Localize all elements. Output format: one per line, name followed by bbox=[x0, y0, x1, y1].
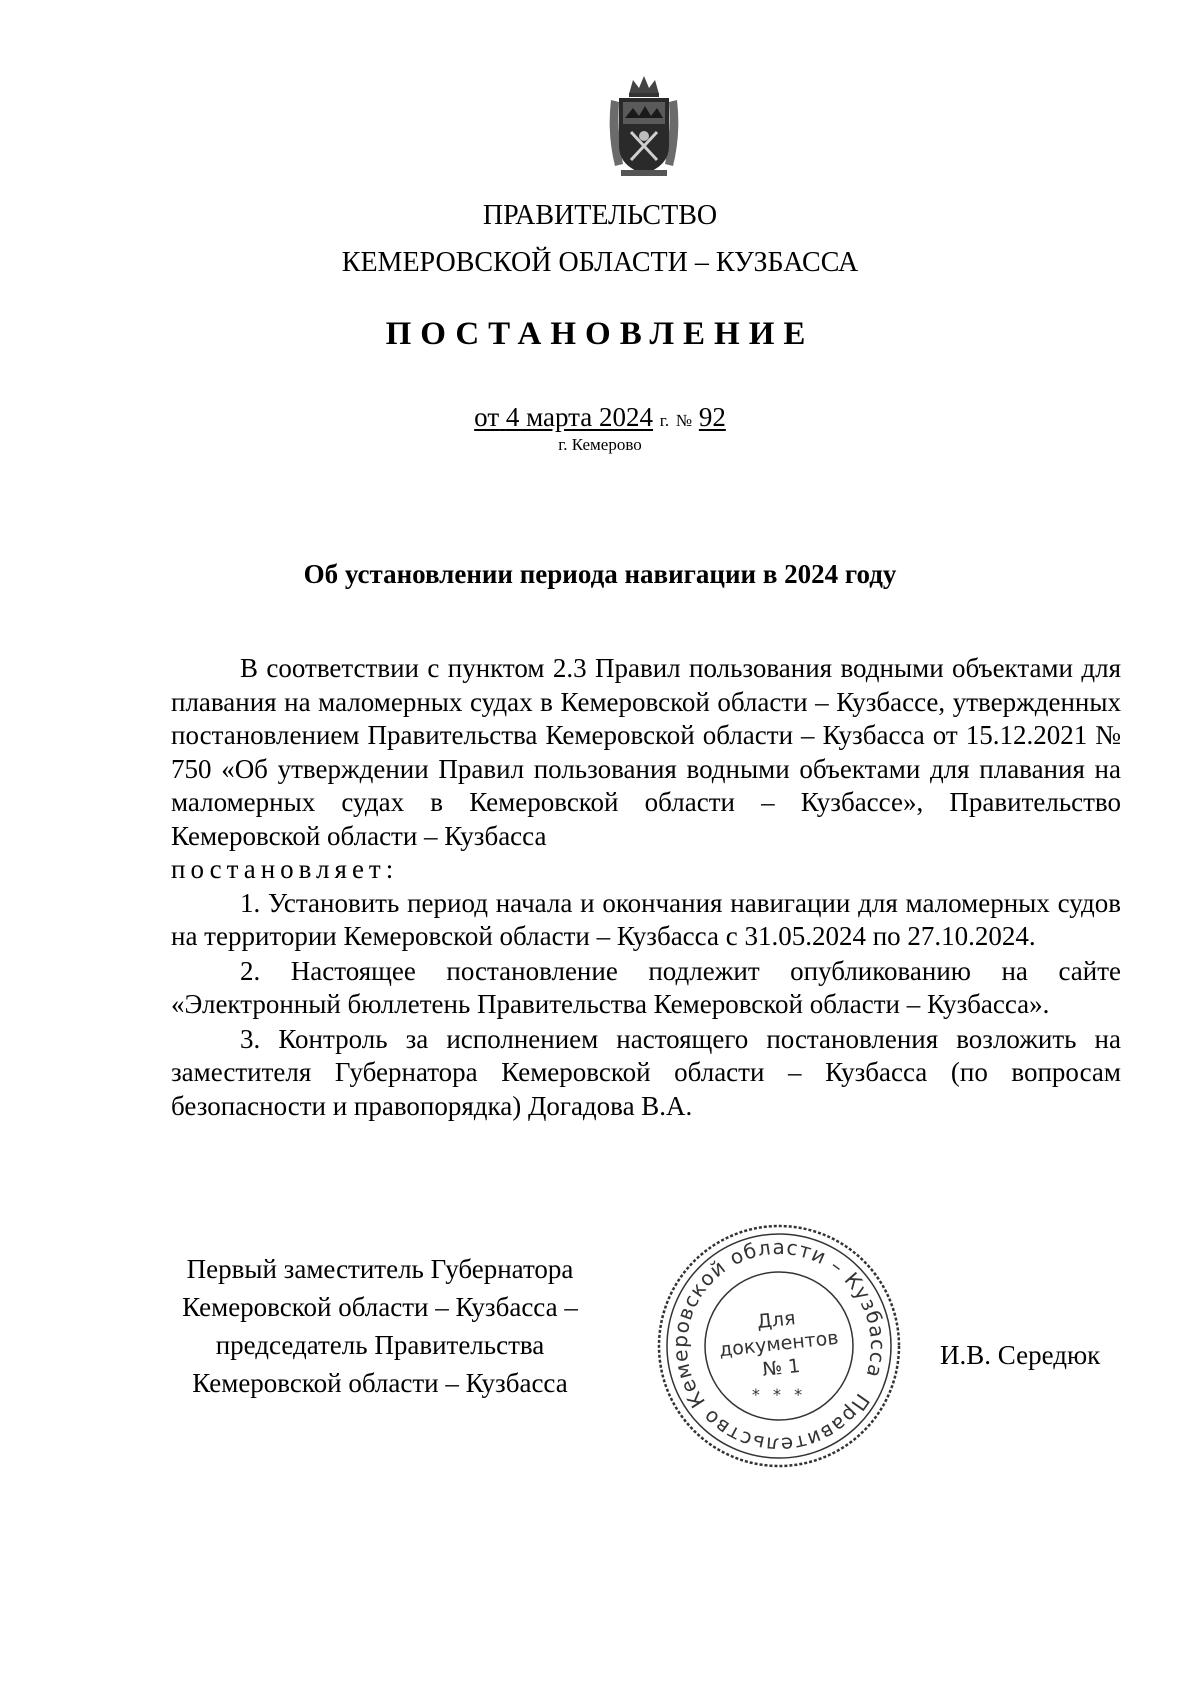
signer-name: И.В. Середюк bbox=[940, 1340, 1101, 1370]
document-subject: Об установлении периода навигации в 2024 году bbox=[303, 559, 897, 589]
number-sign: № bbox=[675, 411, 693, 430]
document-date-number bbox=[0, 400, 1200, 438]
seal-center-line: Для bbox=[756, 1307, 797, 1334]
government-name-line2: КЕМЕРОВСКОЙ ОБЛАСТИ – КУЗБАССА bbox=[341, 247, 859, 278]
government-name-line1: ПРАВИТЕЛЬСТВО bbox=[482, 200, 718, 231]
seal-stars: * * * bbox=[751, 1385, 807, 1404]
date-prefix: от bbox=[474, 402, 500, 432]
signer-position-line: председатель Правительства bbox=[215, 1330, 545, 1360]
signer-position-line: Первый заместитель Губернатора bbox=[186, 1254, 574, 1284]
document-body bbox=[171, 652, 1121, 1123]
coat-of-arms-emblem bbox=[605, 74, 683, 180]
item-2-paragraph: 2. Настоящее постановление подлежит опубликованию на сайте «Электронный бюллетень Правительства Кемеровской области – Кузбасса». bbox=[171, 955, 1121, 1019]
seal-center-line: документов bbox=[718, 1326, 840, 1362]
preamble-paragraph: В соответствии с пунктом 2.3 Правил пользования водными объектами для плавания на маломерных судах в Кемеровской области – Кузбассе, утвержденных постановлением Правительства Кемеровской области – Кузбасса от 15.12.2021 № 750 «Об утверждении Правил пользования водными объектами для плавания на маломерных судах в Кемеровской области – Кузбассе», Правительство Кемеровской области – Кузбасса bbox=[171, 653, 1121, 851]
document-date: 4 марта 2024 bbox=[505, 402, 654, 432]
item-3-paragraph: 3. Контроль за исполнением настоящего постановления возложить на заместителя Губернатора Кемеровской области – Кузбасса (по вопросам безопасности и правопорядка) Догадова В.А. bbox=[171, 1023, 1121, 1121]
signer-position bbox=[160, 1250, 600, 1402]
signer-position-line: Кемеровской области – Кузбасса bbox=[192, 1368, 568, 1398]
signer-position-line: Кемеровской области – Кузбасса – bbox=[182, 1292, 578, 1322]
document-type-title: ПОСТАНОВЛЕНИЕ bbox=[385, 316, 815, 352]
decree-word: постановляет: bbox=[171, 854, 399, 884]
item-1-paragraph: 1. Установить период начала и окончания навигации для маломерных судов на территории Кемеровской области – Кузбасса с 31.05.2024 по 27.10.2024. bbox=[171, 887, 1121, 951]
document-city: г. Кемерово bbox=[558, 435, 642, 454]
year-suffix: г. bbox=[659, 411, 670, 430]
official-seal-stamp bbox=[655, 1222, 903, 1470]
seal-ring-text: Правительство Кемеровской области – Кузбасса bbox=[667, 1234, 891, 1458]
seal-center-line: № 1 bbox=[761, 1354, 802, 1381]
document-number: 92 bbox=[698, 402, 726, 432]
